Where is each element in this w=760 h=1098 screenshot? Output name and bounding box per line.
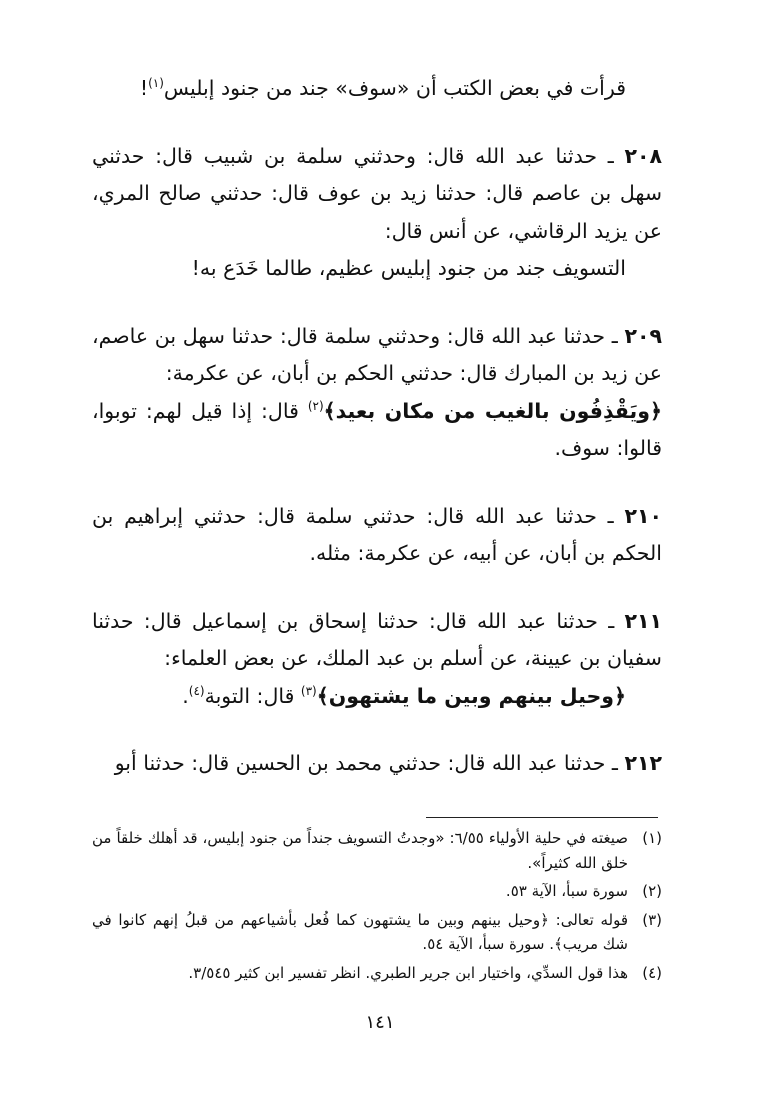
hadith-matn: قال: إذا قيل لهم: توبوا، قالوا: سوف. bbox=[92, 398, 662, 460]
hadith-sanad: ـ حدثنا عبد الله قال: حدثني محمد بن الحسين قال: حدثنا أبو bbox=[114, 751, 618, 775]
footnote-ref-2: (٢) bbox=[307, 398, 324, 413]
quran-verse: ﴿ويَقْذِفُون بالغيب من مكان بعيد﴾ bbox=[323, 398, 662, 423]
hadith-211 bbox=[92, 603, 662, 678]
intro-line bbox=[92, 70, 662, 108]
footnote-divider bbox=[426, 817, 658, 818]
hadith-sanad: ـ حدثنا عبد الله قال: حدثني سلمة قال: حدثني إبراهيم بن الحكم بن أبان، عن أبيه، عن عكرمة: مثله. bbox=[92, 503, 662, 565]
hadith-210 bbox=[92, 498, 662, 573]
hadith-number: ٢٠٨ bbox=[624, 143, 662, 168]
hadith-209 bbox=[92, 318, 662, 393]
spacer bbox=[92, 573, 662, 603]
footnotes bbox=[92, 826, 662, 989]
hadith-number: ٢١١ bbox=[624, 608, 662, 633]
footnote-text: صيغته في حلية الأولياء ٦/٥٥: «وجدتُ التسويف جنداً من جنود إبليس، قد أهلك خلقاً من خلق الله كثيراً». bbox=[92, 829, 628, 872]
spacer bbox=[92, 715, 662, 745]
hadith-number: ٢١٢ bbox=[624, 751, 662, 775]
footnote-3 bbox=[92, 908, 662, 957]
hadith-212 bbox=[92, 745, 662, 783]
quran-verse: ﴿وحيل بينهم وبين ما يشتهون﴾ bbox=[316, 683, 626, 708]
hadith-matn: قال: التوبة bbox=[204, 683, 301, 708]
footnote-number: (٣) bbox=[642, 910, 662, 929]
footnote-2 bbox=[92, 879, 662, 904]
hadith-end: . bbox=[182, 683, 189, 708]
hadith-sanad: ـ حدثنا عبد الله قال: وحدثني سلمة قال: حدثنا سهل بن عاصم، عن زيد بن المبارك قال: حدثني الحكم بن أبان، عن عكرمة: bbox=[92, 323, 662, 385]
hadith-208 bbox=[92, 138, 662, 251]
page-number: ١٤١ bbox=[365, 1012, 395, 1033]
footnote-ref-3: (٣) bbox=[300, 683, 317, 698]
spacer bbox=[92, 108, 662, 138]
hadith-208-matn: التسويف جند من جنود إبليس عظيم، طالما خَدَع به! bbox=[191, 256, 626, 280]
hadith-211-matn bbox=[92, 678, 662, 716]
hadith-number: ٢٠٩ bbox=[624, 323, 662, 348]
footnote-text: سورة سبأ، الآية ٥٣. bbox=[505, 882, 628, 900]
spacer bbox=[92, 468, 662, 498]
footnote-number: (٤) bbox=[642, 963, 662, 982]
footnote-ref-4: (٤) bbox=[188, 683, 205, 698]
main-text bbox=[92, 70, 662, 783]
footnote-4 bbox=[92, 961, 662, 986]
footnote-text: هذا قول السدِّي، واختيار ابن جرير الطبري. انظر تفسير ابن كثير ٣/٥٤٥. bbox=[188, 963, 628, 982]
intro-text: قرأت في بعض الكتب أن «سوف» جند من جنود إبليس bbox=[163, 76, 626, 100]
footnote-text: قوله تعالى: ﴿وحيل بينهم وبين ما يشتهون كما فُعل بأشياعهم من قبلُ إنهم كانوا في شك مريب﴾. سورة سبأ، الآية ٥٤. bbox=[92, 910, 628, 953]
footnote-ref-1: (١) bbox=[148, 76, 164, 91]
footnote-number: (١) bbox=[642, 829, 662, 847]
intro-end: ! bbox=[139, 76, 149, 100]
footnote-1 bbox=[92, 826, 662, 875]
footnote-number: (٢) bbox=[642, 882, 662, 900]
hadith-sanad: ـ حدثنا عبد الله قال: حدثنا إسحاق بن إسماعيل قال: حدثنا سفيان بن عيينة، عن أسلم بن عبد الملك، عن بعض العلماء: bbox=[92, 608, 662, 670]
hadith-number: ٢١٠ bbox=[624, 503, 662, 528]
spacer bbox=[92, 288, 662, 318]
hadith-sanad: ـ حدثنا عبد الله قال: وحدثني سلمة بن شبيب قال: حدثني سهل بن عاصم قال: حدثنا زيد بن عوف قال: حدثني صالح المري، عن يزيد الرقاشي، عن أنس قال: bbox=[92, 143, 662, 243]
hadith-209-matn bbox=[92, 393, 662, 468]
